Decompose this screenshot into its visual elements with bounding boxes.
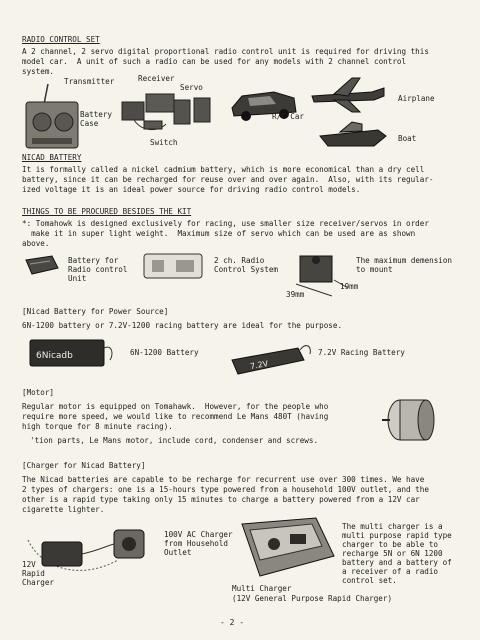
charger-line-2: 2 types of chargers: one is a 15-hours type powered from a household 100V outlet, and the — [22, 485, 429, 494]
battery-72v-label: 7.2V Racing Battery — [318, 348, 405, 357]
radio-control-line-1: A 2 channel, 2 servo digital proportional radio control unit is required for driving this — [22, 47, 429, 56]
charger-line-4: cigarette lighter. — [22, 505, 105, 514]
multi-desc-line-6: a receiver of a radio — [342, 567, 439, 576]
procure-heading: THINGS TO BE PROCURED BESIDES THE KIT — [22, 207, 192, 216]
multi-desc-line-3: charger to be able to — [342, 540, 439, 549]
charger-heading: [Charger for Nicad Battery] — [22, 461, 146, 470]
radio-control-line-3: system. — [22, 67, 55, 76]
motor-line-2: require more speed, we would like to recommend Le Mans 480T (having — [22, 412, 329, 421]
dimension-39mm: 39mm — [286, 290, 305, 299]
radio-battery-label-3: Unit — [68, 274, 87, 283]
battery-6n-illustration — [26, 334, 116, 374]
rapid-charger-label-3: Charger — [22, 578, 55, 587]
radio-system-illustration — [142, 252, 206, 282]
dimension-19mm: 19mm — [340, 282, 359, 291]
multi-desc-line-2: multi purpose rapid type — [342, 531, 452, 540]
battery-case-label-1: Battery — [80, 110, 113, 119]
servo-label: Servo — [180, 83, 203, 92]
multi-desc-line-4: recharge 5N or 6N 1200 — [342, 549, 443, 558]
receiver-label: Receiver — [138, 74, 175, 83]
transmitter-label: Transmitter — [64, 77, 115, 86]
motor-line-3: high torque for 8 minute racing). — [22, 422, 173, 431]
page-number: - 2 - — [220, 618, 245, 627]
multi-charger-label-1: Multi Charger — [232, 584, 292, 593]
motor-tune-line: 'tion parts, Le Mans motor, include cord, condenser and screws. — [30, 436, 319, 445]
switch-illustration — [140, 118, 170, 132]
multi-desc-line-1: The multi charger is a — [342, 522, 443, 531]
procure-line-2: make it in super light weight. Maximum size of servo which can be used are as shown — [22, 229, 416, 238]
radio-battery-illustration — [22, 252, 62, 280]
rapid-charger-label-2: Rapid — [22, 569, 45, 578]
ac-charger-label-1: 100V AC Charger — [164, 530, 233, 539]
radio-system-label-1: 2 ch. Radio — [214, 256, 265, 265]
nicad-line-2: battery, since it can be recharged for reuse over and over again. Also, with its regular- — [22, 175, 434, 184]
procure-line-3: above. — [22, 239, 50, 248]
max-dimension-label-1: The maximum demension — [356, 256, 453, 265]
rapid-charger-label-1: 12V — [22, 560, 36, 569]
boat-illustration — [318, 116, 388, 152]
battery-6n-print: 6Nicadb — [36, 351, 73, 361]
nicad-heading: NICAD BATTERY — [22, 153, 82, 162]
ac-charger-label-2: from Household — [164, 539, 229, 548]
procure-line-1: *: Tomahowk is designed exclusively for racing, use smaller size receiver/servos in order — [22, 219, 429, 228]
motor-heading: [Motor] — [22, 388, 55, 397]
battery-case-label-2: Case — [80, 119, 99, 128]
radio-control-heading: RADIO CONTROL SET — [22, 35, 100, 44]
battery-6n-label: 6N-1200 Battery — [130, 348, 199, 357]
motor-line-1: Regular motor is equipped on Tomahawk. However, for the people who — [22, 402, 329, 411]
charger-line-3: other is a rapid type taking only 15 minutes to charge a battery powered from a 12V car — [22, 495, 420, 504]
power-battery-heading: [Nicad Battery for Power Source] — [22, 307, 169, 316]
airplane-label: Airplane — [398, 94, 435, 103]
nicad-line-1: It is formally called a nickel cadmium battery, which is more economical than a dry cell — [22, 165, 425, 174]
radio-control-line-2: model car. A unit of such a radio can be used for any models with 2 channel control — [22, 57, 407, 66]
battery-72v-print: 7.2V — [249, 359, 269, 372]
switch-label: Switch — [150, 138, 178, 147]
charger-line-1: The Nicad batteries are capable to be recharge for recurrent use over 300 times. We have — [22, 475, 425, 484]
boat-label: Boat — [398, 134, 417, 143]
ac-charger-label-3: Outlet — [164, 548, 192, 557]
radio-battery-label-1: Battery for — [68, 256, 119, 265]
airplane-illustration — [308, 74, 388, 114]
multi-desc-line-7: control set. — [342, 576, 397, 585]
multi-desc-line-5: battery and a battery of — [342, 558, 452, 567]
motor-illustration — [380, 392, 440, 448]
radio-system-label-2: Control System — [214, 265, 279, 274]
multi-charger-label-2: (12V General Purpose Rapid Charger) — [232, 594, 393, 603]
max-dimension-label-2: to mount — [356, 265, 393, 274]
rc-car-label: R/C Car — [272, 112, 305, 121]
power-battery-line: 6N-1200 battery or 7.2V-1200 racing battery are ideal for the purpose. — [22, 321, 343, 330]
battery-72v-illustration — [228, 336, 318, 380]
radio-battery-label-2: Radio control — [68, 265, 128, 274]
multi-charger-illustration — [236, 516, 340, 584]
nicad-line-3: ized voltage it is an ideal power source for driving radio control models. — [22, 185, 361, 194]
